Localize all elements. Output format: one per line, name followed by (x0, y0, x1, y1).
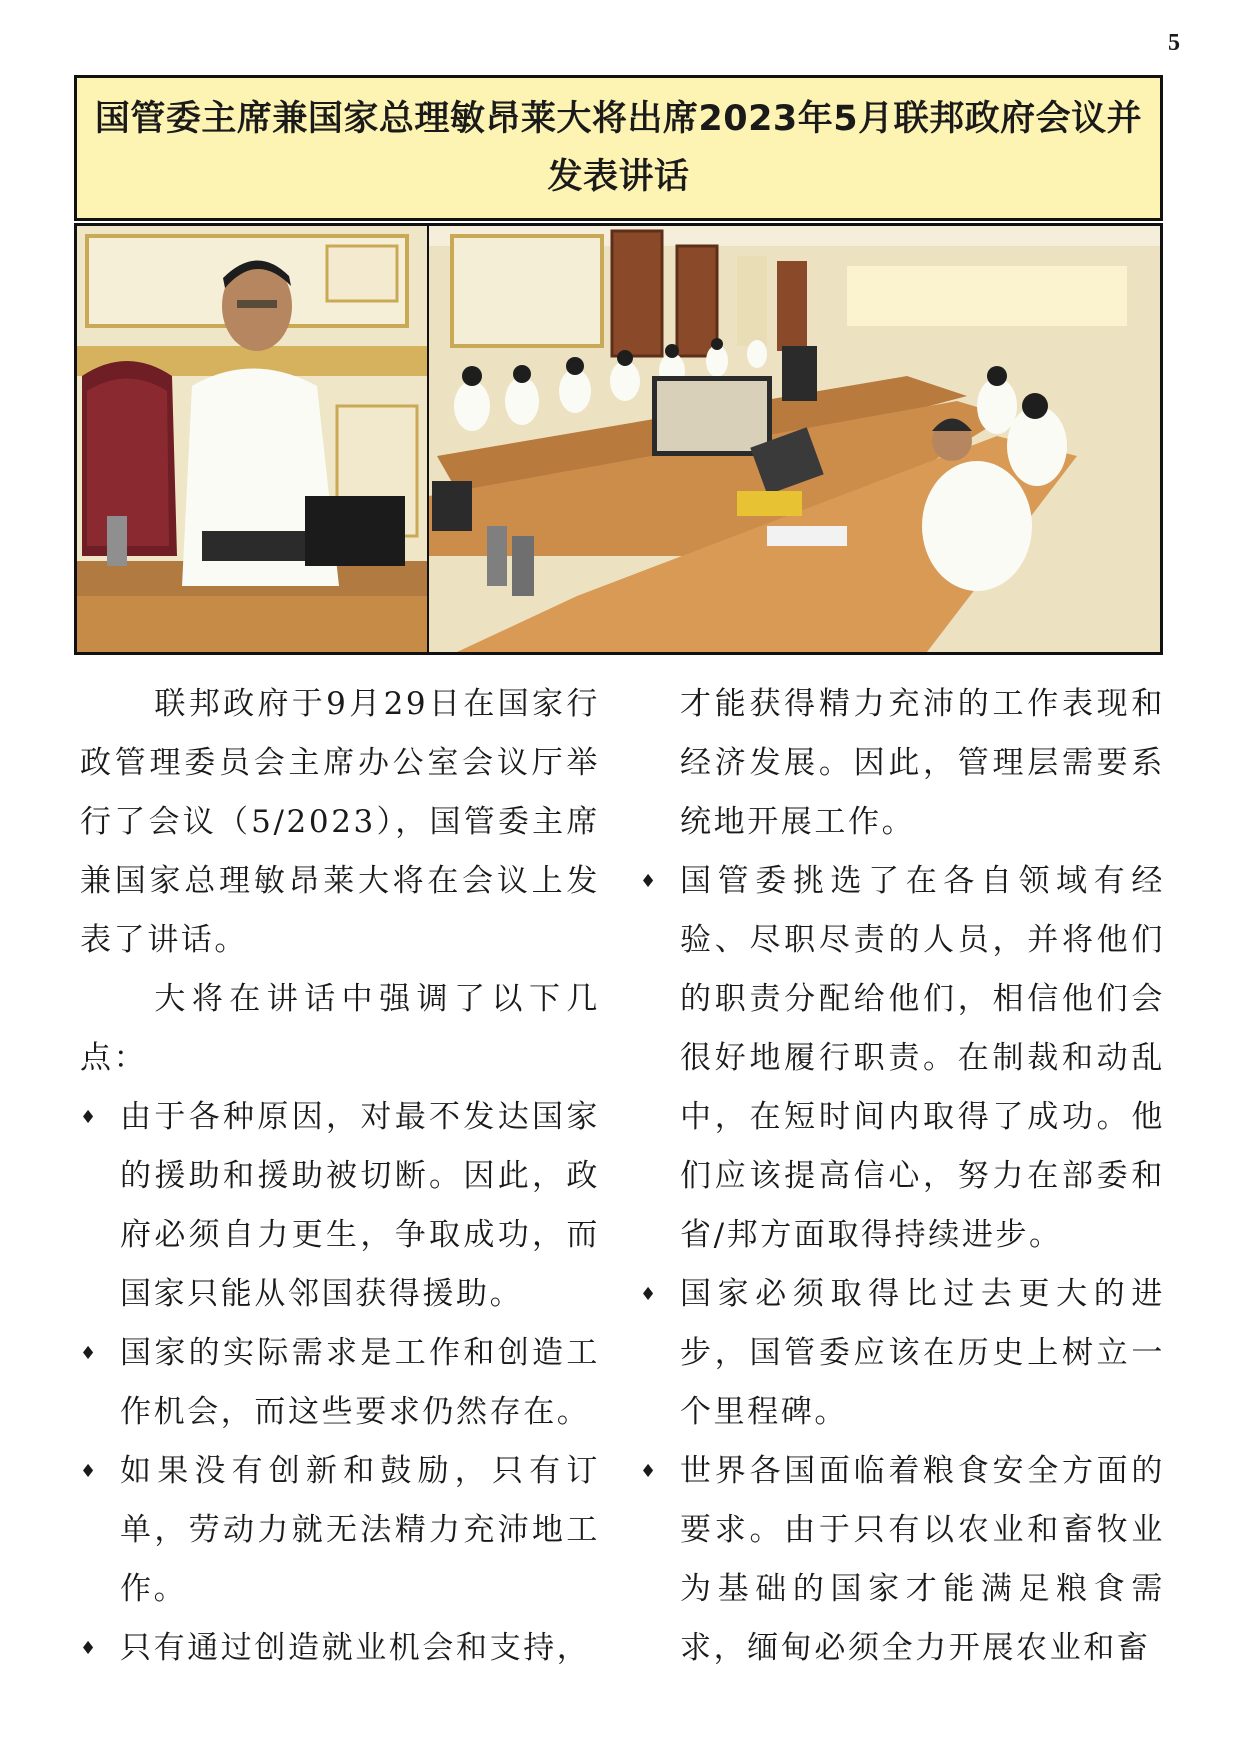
bullet-item (80, 1442, 600, 1619)
article-column-left (80, 675, 600, 1678)
headline-box (74, 75, 1163, 221)
photo-meeting-hall (429, 226, 1160, 652)
headline: 国管委主席兼国家总理敏昂莱大将出席2023年5月联邦政府会议并发表讲话 (94, 99, 1143, 197)
photo-speaker-standing (77, 226, 427, 652)
page-number: 5 (1168, 30, 1180, 56)
diamond-bullet-icon: ♦ (80, 1107, 99, 1128)
lead-paragraph: 大将在讲话中强调了以下几点： (80, 981, 600, 1076)
diamond-bullet-icon: ♦ (640, 1461, 659, 1482)
bullet-text: 国家的实际需求是工作和创造工作机会，而这些要求仍然存在。 (120, 1335, 600, 1430)
bullet-item (640, 1442, 1165, 1678)
bullet-text: 由于各种原因，对最不发达国家的援助和援助被切断。因此，政府必须自力更生，争取成功，而国家只能从邻国获得援助。 (120, 1099, 600, 1312)
photo-collage (74, 223, 1163, 655)
bullet-item (80, 1324, 600, 1442)
bullet-item (640, 852, 1165, 1265)
bullet-item (80, 1619, 600, 1678)
article-column-right (640, 675, 1165, 1678)
diamond-bullet-icon: ♦ (80, 1343, 99, 1364)
diamond-bullet-icon: ♦ (80, 1638, 99, 1659)
continued-paragraph: 才能获得精力充沛的工作表现和经济发展。因此，管理层需要系统地开展工作。 (680, 686, 1165, 840)
diamond-bullet-icon: ♦ (80, 1461, 99, 1482)
intro-paragraph: 联邦政府于9月29日在国家行政管理委员会主席办公室会议厅举行了会议（5/2023），国管委主席兼国家总理敏昂莱大将在会议上发表了讲话。 (80, 686, 600, 958)
bullet-text: 世界各国面临着粮食安全方面的要求。由于只有以农业和畜牧业为基础的国家才能满足粮食需求，缅甸必须全力开展农业和畜 (680, 1453, 1165, 1666)
bullet-text: 如果没有创新和鼓励，只有订单，劳动力就无法精力充沛地工作。 (120, 1453, 600, 1607)
bullet-item (640, 1265, 1165, 1442)
bullet-item (80, 1088, 600, 1324)
bullet-text: 国家必须取得比过去更大的进步，国管委应该在历史上树立一个里程碑。 (680, 1276, 1165, 1430)
bullet-text: 国管委挑选了在各自领域有经验、尽职尽责的人员，并将他们的职责分配给他们，相信他们会很好地履行职责。在制裁和动乱中，在短时间内取得了成功。他们应该提高信心，努力在部委和省/邦方面取得持续进步。 (680, 863, 1165, 1253)
diamond-bullet-icon: ♦ (640, 1284, 659, 1305)
diamond-bullet-icon: ♦ (640, 871, 659, 892)
bullet-text: 只有通过创造就业机会和支持， (120, 1630, 591, 1666)
